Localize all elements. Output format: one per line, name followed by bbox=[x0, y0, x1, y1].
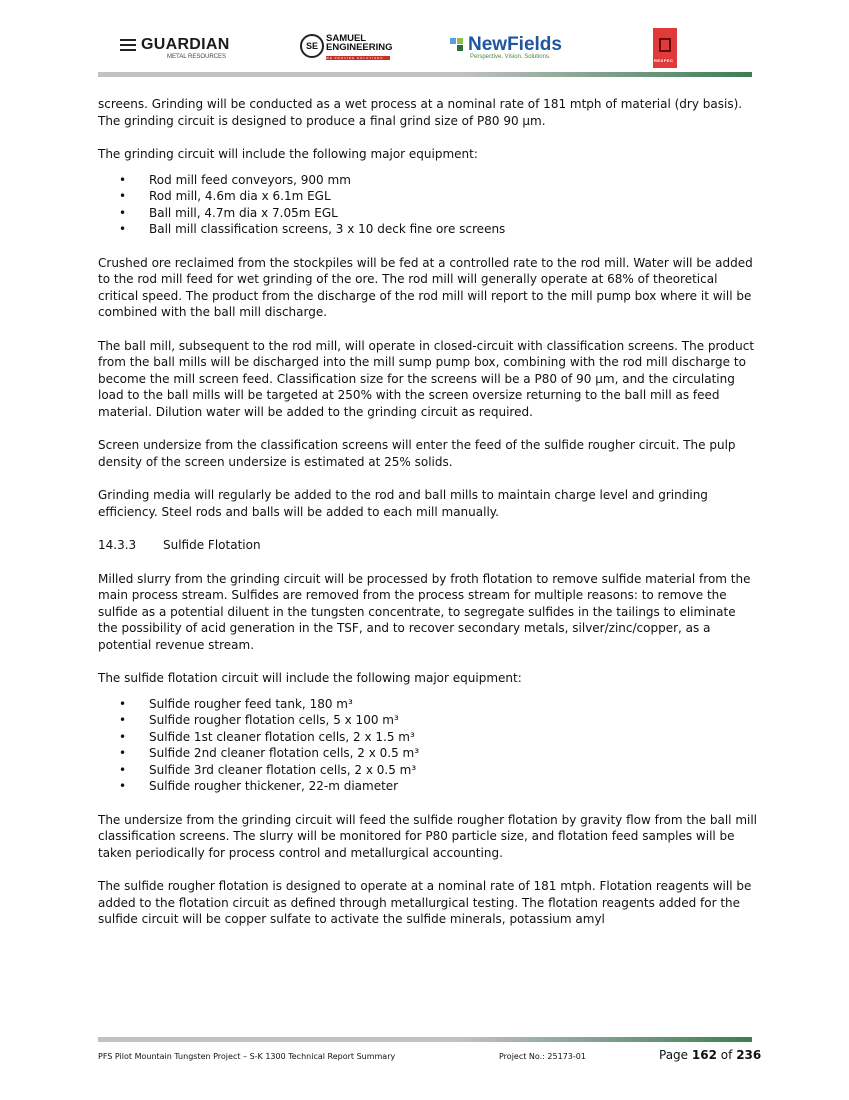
footer-project-number: Project No.: 25173-01 bbox=[499, 1052, 586, 1061]
paragraph: The undersize from the grinding circuit will feed the sulfide rougher flotation by gravity flow from the ball mill classification screens. The slurry will be monitored for P80 particle size, and flotation feed samples will be taken periodically for process control and metallurgical accounting. bbox=[98, 812, 758, 860]
list-item-text: Sulfide rougher thickener, 22-m diameter bbox=[149, 779, 399, 793]
paragraph: Grinding media will regularly be added to the rod and ball mills to maintain charge level and grinding efficiency. Steel rods and balls will be added to each mill manually. bbox=[98, 488, 708, 519]
footer-divider bbox=[98, 1037, 752, 1042]
header-divider bbox=[98, 72, 752, 77]
list-item bbox=[98, 221, 758, 238]
section-heading bbox=[98, 537, 758, 554]
bullet-icon: • bbox=[119, 172, 127, 187]
list-item-text: Sulfide 2nd cleaner flotation cells, 2 x 0.5 m³ bbox=[149, 746, 420, 760]
menu-lines-icon bbox=[120, 39, 136, 51]
nf-square-icon bbox=[450, 38, 456, 44]
guardian-logo-sub: METAL RESOURCES bbox=[167, 54, 227, 60]
newfields-logo-tagline: Perspective. Vision. Solutions. bbox=[470, 54, 551, 60]
samuel-logo-name bbox=[326, 34, 393, 52]
samuel-logo-tagline: WE PROVIDE SOLUTIONS bbox=[326, 56, 390, 60]
page-word: Page bbox=[659, 1048, 689, 1062]
list-item-text: Sulfide 3rd cleaner flotation cells, 2 x 0.5 m³ bbox=[149, 762, 417, 777]
list-item-text: Sulfide rougher flotation cells, 5 x 100 m³ bbox=[149, 713, 399, 727]
paragraph: Milled slurry from the grinding circuit will be processed by froth flotation to remove sulfide material from the main process stream. Sulfides are removed from the process stream for multiple reasons: to remove the sulfide as a potential diluent in the tungsten concentrate, to segregate sulfides in the tailings to eliminate the possibility of acid generation in the TSF, and to recover secondary metals, silver/zinc/copper, as a potential revenue stream. bbox=[98, 571, 751, 652]
bullet-icon: • bbox=[119, 729, 127, 744]
equipment-list-grinding bbox=[98, 172, 758, 238]
paragraph: The sulfide flotation circuit will include the following major equipment: bbox=[98, 671, 522, 685]
list-item-text: Sulfide rougher feed tank, 180 m³ bbox=[149, 696, 353, 711]
total-pages: 236 bbox=[736, 1048, 762, 1062]
se-circle-icon: SE bbox=[300, 34, 324, 58]
list-item-text: Rod mill feed conveyors, 900 mm bbox=[149, 172, 351, 187]
section-title: Sulfide Flotation bbox=[163, 538, 261, 552]
bullet-icon: • bbox=[119, 696, 127, 711]
newfields-logo-name: NewFields bbox=[468, 34, 562, 55]
list-item bbox=[98, 729, 758, 746]
paragraph: The sulfide rougher flotation is designed to operate at a nominal rate of 181 mtph. Flotation reagents will be added to the flotation circuit as defined through metallurgical testing. The flotation reagents added for the sulfide circuit will be copper sulfate to activate the sulfide minerals, potassium amyl bbox=[98, 879, 752, 926]
bullet-icon: • bbox=[119, 762, 127, 777]
of-word: of bbox=[720, 1048, 733, 1062]
page-number bbox=[659, 1048, 761, 1062]
paragraph: screens. Grinding will be conducted as a wet process at a nominal rate of 181 mtph of material (dry basis). The grinding circuit is designed to produce a final grind size of P80 90 µm. bbox=[98, 97, 743, 128]
list-item bbox=[98, 172, 758, 189]
paragraph: Screen undersize from the classification screens will enter the feed of the sulfide rougher circuit. The pulp density of the screen undersize is estimated at 25% solids. bbox=[98, 438, 736, 469]
respec-logo-name: RESPEC bbox=[654, 58, 674, 63]
bullet-icon: • bbox=[119, 713, 127, 727]
bullet-icon: • bbox=[119, 205, 127, 220]
list-item bbox=[98, 712, 758, 729]
list-item bbox=[98, 696, 758, 713]
guardian-logo-name: GUARDIAN bbox=[141, 36, 230, 53]
equipment-list-flotation bbox=[98, 696, 758, 795]
bullet-icon: • bbox=[119, 189, 127, 203]
bullet-icon: • bbox=[119, 746, 127, 760]
respec-logo bbox=[653, 28, 677, 68]
samuel-logo-line2: ENGINEERING bbox=[326, 42, 393, 53]
section-number: 14.3.3 bbox=[98, 538, 137, 552]
paragraph: Crushed ore reclaimed from the stockpiles will be fed at a controlled rate to the rod mill. Water will be added to the rod mill feed for wet grinding of the ore. The rod mill will generally operate at 68% of theoretical critical speed. The product from the discharge of the rod mill will report to the mill pump box where it will be combined with the ball mill discharge. bbox=[98, 255, 753, 319]
bullet-icon: • bbox=[119, 222, 127, 236]
samuel-logo-line1: SAMUEL bbox=[326, 33, 367, 44]
list-item-text: Ball mill, 4.7m dia x 7.05m EGL bbox=[149, 205, 338, 220]
list-item bbox=[98, 778, 758, 795]
page-header bbox=[98, 28, 752, 78]
footer-report-title: PFS Pilot Mountain Tungsten Project – S-K 1300 Technical Report Summary bbox=[98, 1052, 396, 1061]
paragraph: The grinding circuit will include the following major equipment: bbox=[98, 147, 478, 161]
list-item-text: Ball mill classification screens, 3 x 10 deck fine ore screens bbox=[149, 222, 506, 236]
current-page: 162 bbox=[691, 1048, 717, 1062]
nf-square-icon bbox=[457, 45, 463, 51]
list-item bbox=[98, 188, 758, 205]
respec-mark-icon bbox=[659, 38, 671, 52]
list-item bbox=[98, 762, 758, 779]
nf-square-icon bbox=[457, 38, 463, 44]
paragraph: The ball mill, subsequent to the rod mill, will operate in closed-circuit with classification screens. The product from the ball mills will be discharged into the mill sump pump box, combining with the rod mill discharge to become the mill screen feed. Classification size for the screens will be a P80 of 90 µm, and the circulating load to the ball mills will be targeted at 250% with the screen oversize returning to the ball mill as feed material. Dilution water will be added to the grinding circuit as required. bbox=[98, 338, 755, 419]
list-item bbox=[98, 745, 758, 762]
list-item-text: Sulfide 1st cleaner flotation cells, 2 x 1.5 m³ bbox=[149, 729, 415, 744]
list-item-text: Rod mill, 4.6m dia x 6.1m EGL bbox=[149, 189, 331, 203]
bullet-icon: • bbox=[119, 779, 127, 793]
list-item bbox=[98, 205, 758, 222]
page-body bbox=[98, 96, 758, 945]
